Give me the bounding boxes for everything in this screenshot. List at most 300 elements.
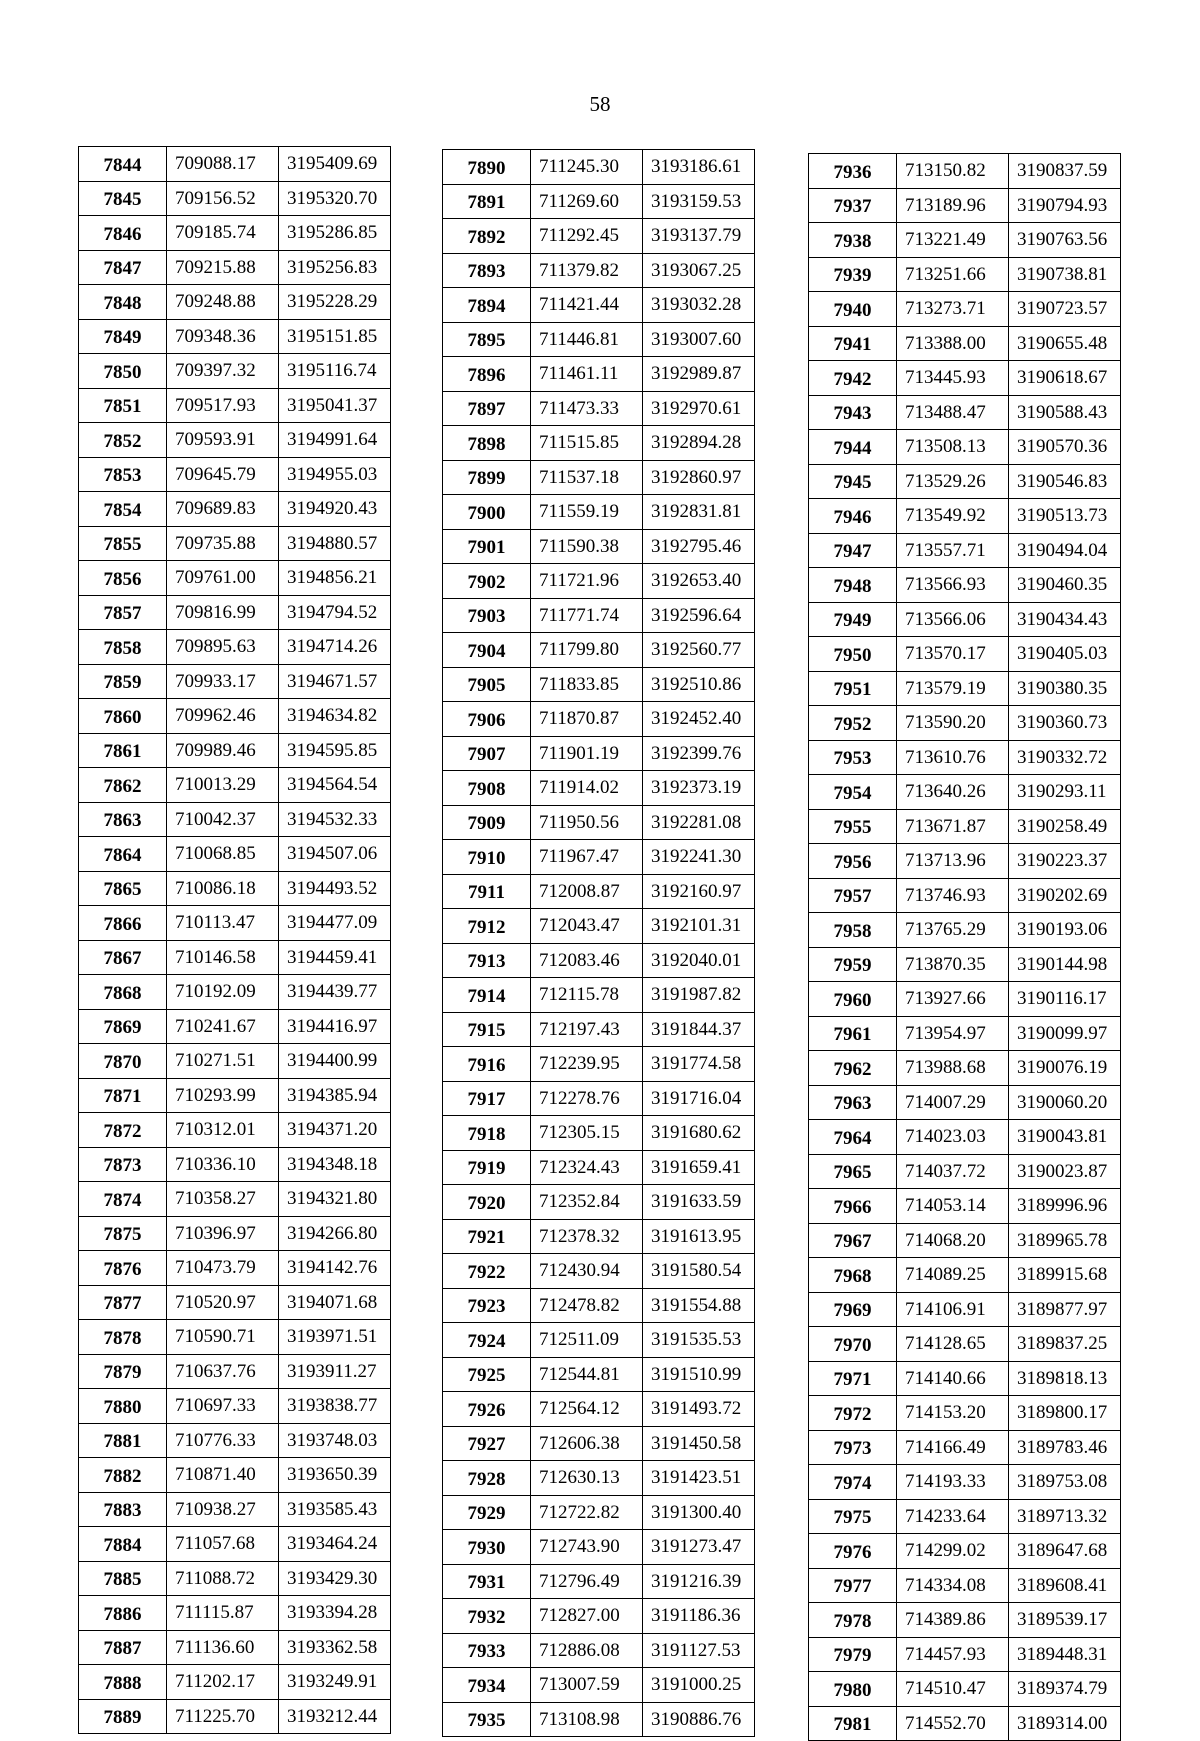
x-coordinate-cell: 711379.82 [531,253,643,288]
y-coordinate-cell: 3190723.57 [1009,292,1121,327]
point-id-cell: 7871 [79,1078,167,1113]
point-id-cell: 7881 [79,1423,167,1458]
table-row [443,253,755,288]
x-coordinate-cell: 711088.72 [167,1561,279,1596]
table-row [443,391,755,426]
point-id-cell: 7954 [809,775,897,810]
y-coordinate-cell: 3194714.26 [279,630,391,665]
table-row [79,1630,391,1665]
point-id-cell: 7912 [443,909,531,944]
y-coordinate-cell: 3192040.01 [643,943,755,978]
x-coordinate-cell: 713189.96 [897,188,1009,223]
point-id-cell: 7970 [809,1327,897,1362]
table-row [809,223,1121,258]
table-row [79,388,391,423]
x-coordinate-cell: 710590.71 [167,1320,279,1355]
y-coordinate-cell: 3191680.62 [643,1116,755,1151]
y-coordinate-cell: 3192510.86 [643,667,755,702]
point-id-cell: 7959 [809,947,897,982]
point-id-cell: 7898 [443,426,531,461]
x-coordinate-cell: 709816.99 [167,595,279,630]
point-id-cell: 7883 [79,1492,167,1527]
x-coordinate-cell: 713640.26 [897,775,1009,810]
x-coordinate-cell: 709962.46 [167,699,279,734]
y-coordinate-cell: 3194507.06 [279,837,391,872]
point-id-cell: 7962 [809,1051,897,1086]
point-id-cell: 7895 [443,322,531,357]
x-coordinate-cell: 714007.29 [897,1085,1009,1120]
y-coordinate-cell: 3189996.96 [1009,1189,1121,1224]
table-row [443,1392,755,1427]
y-coordinate-cell: 3194459.41 [279,940,391,975]
y-coordinate-cell: 3192653.40 [643,564,755,599]
y-coordinate-cell: 3191844.37 [643,1012,755,1047]
x-coordinate-cell: 713954.97 [897,1016,1009,1051]
point-id-cell: 7903 [443,598,531,633]
x-coordinate-cell: 709593.91 [167,423,279,458]
x-coordinate-cell: 712511.09 [531,1323,643,1358]
y-coordinate-cell: 3193032.28 [643,288,755,323]
table-row [443,529,755,564]
table-row [809,1706,1121,1741]
y-coordinate-cell: 3195116.74 [279,354,391,389]
table-row [79,1527,391,1562]
table-row [79,1078,391,1113]
point-id-cell: 7979 [809,1637,897,1672]
y-coordinate-cell: 3192894.28 [643,426,755,461]
y-coordinate-cell: 3190144.98 [1009,947,1121,982]
table-row [443,1116,755,1151]
y-coordinate-cell: 3191300.40 [643,1495,755,1530]
y-coordinate-cell: 3192596.64 [643,598,755,633]
y-coordinate-cell: 3190763.56 [1009,223,1121,258]
point-id-cell: 7974 [809,1465,897,1500]
point-id-cell: 7891 [443,184,531,219]
table-row [443,1426,755,1461]
y-coordinate-cell: 3193249.91 [279,1665,391,1700]
y-coordinate-cell: 3191633.59 [643,1185,755,1220]
table-row [79,940,391,975]
table-row [79,871,391,906]
table-row [79,1423,391,1458]
y-coordinate-cell: 3194142.76 [279,1251,391,1286]
x-coordinate-cell: 711559.19 [531,495,643,530]
point-id-cell: 7847 [79,250,167,285]
y-coordinate-cell: 3193911.27 [279,1354,391,1389]
point-id-cell: 7899 [443,460,531,495]
table-row [809,464,1121,499]
point-id-cell: 7877 [79,1285,167,1320]
x-coordinate-cell: 712544.81 [531,1357,643,1392]
y-coordinate-cell: 3191493.72 [643,1392,755,1427]
table-row [79,1044,391,1079]
x-coordinate-cell: 711136.60 [167,1630,279,1665]
table-row [79,1596,391,1631]
y-coordinate-cell: 3194439.77 [279,975,391,1010]
point-id-cell: 7893 [443,253,531,288]
table-row [79,147,391,182]
y-coordinate-cell: 3193137.79 [643,219,755,254]
table-row [79,1320,391,1355]
table-row [443,1254,755,1289]
table-row [79,1389,391,1424]
x-coordinate-cell: 714053.14 [897,1189,1009,1224]
y-coordinate-cell: 3193748.03 [279,1423,391,1458]
point-id-cell: 7896 [443,357,531,392]
y-coordinate-cell: 3190043.81 [1009,1120,1121,1155]
y-coordinate-cell: 3193650.39 [279,1458,391,1493]
table-row [443,219,755,254]
table-row [443,805,755,840]
point-id-cell: 7947 [809,533,897,568]
table-row [443,1357,755,1392]
table-row [79,457,391,492]
y-coordinate-cell: 3194634.82 [279,699,391,734]
table-row [809,1603,1121,1638]
y-coordinate-cell: 3191774.58 [643,1047,755,1082]
y-coordinate-cell: 3194348.18 [279,1147,391,1182]
point-id-cell: 7973 [809,1430,897,1465]
point-id-cell: 7920 [443,1185,531,1220]
point-id-cell: 7952 [809,706,897,741]
table-row [809,1637,1121,1672]
x-coordinate-cell: 714068.20 [897,1223,1009,1258]
table-row [443,1495,755,1530]
table-row [79,1182,391,1217]
point-id-cell: 7953 [809,740,897,775]
y-coordinate-cell: 3191613.95 [643,1219,755,1254]
x-coordinate-cell: 713590.20 [897,706,1009,741]
table-row [79,526,391,561]
point-id-cell: 7848 [79,285,167,320]
table-row [443,1461,755,1496]
y-coordinate-cell: 3189374.79 [1009,1672,1121,1707]
point-id-cell: 7886 [79,1596,167,1631]
y-coordinate-cell: 3190193.06 [1009,913,1121,948]
y-coordinate-cell: 3189314.00 [1009,1706,1121,1741]
y-coordinate-cell: 3194880.57 [279,526,391,561]
x-coordinate-cell: 711721.96 [531,564,643,599]
y-coordinate-cell: 3194920.43 [279,492,391,527]
point-id-cell: 7904 [443,633,531,668]
x-coordinate-cell: 713746.93 [897,878,1009,913]
y-coordinate-cell: 3194794.52 [279,595,391,630]
x-coordinate-cell: 714552.70 [897,1706,1009,1741]
x-coordinate-cell: 713488.47 [897,395,1009,430]
point-id-cell: 7930 [443,1530,531,1565]
y-coordinate-cell: 3195041.37 [279,388,391,423]
table-row [79,1458,391,1493]
table-row [79,354,391,389]
x-coordinate-cell: 713765.29 [897,913,1009,948]
y-coordinate-cell: 3193067.25 [643,253,755,288]
x-coordinate-cell: 711537.18 [531,460,643,495]
x-coordinate-cell: 713870.35 [897,947,1009,982]
point-id-cell: 7981 [809,1706,897,1741]
table-row [79,768,391,803]
x-coordinate-cell: 711967.47 [531,840,643,875]
table-row [443,495,755,530]
y-coordinate-cell: 3191554.88 [643,1288,755,1323]
x-coordinate-cell: 713108.98 [531,1702,643,1737]
x-coordinate-cell: 714037.72 [897,1154,1009,1189]
table-row [443,1702,755,1737]
x-coordinate-cell: 710013.29 [167,768,279,803]
x-coordinate-cell: 713007.59 [531,1668,643,1703]
x-coordinate-cell: 711473.33 [531,391,643,426]
table-row [443,460,755,495]
x-coordinate-cell: 711269.60 [531,184,643,219]
point-id-cell: 7945 [809,464,897,499]
point-id-cell: 7960 [809,982,897,1017]
table-row [809,1258,1121,1293]
x-coordinate-cell: 712722.82 [531,1495,643,1530]
point-id-cell: 7934 [443,1668,531,1703]
y-coordinate-cell: 3189448.31 [1009,1637,1121,1672]
point-id-cell: 7931 [443,1564,531,1599]
point-id-cell: 7854 [79,492,167,527]
y-coordinate-cell: 3190116.17 [1009,982,1121,1017]
y-coordinate-cell: 3191580.54 [643,1254,755,1289]
point-id-cell: 7909 [443,805,531,840]
table-row [443,633,755,668]
y-coordinate-cell: 3193585.43 [279,1492,391,1527]
y-coordinate-cell: 3191000.25 [643,1668,755,1703]
y-coordinate-cell: 3194991.64 [279,423,391,458]
y-coordinate-cell: 3189800.17 [1009,1396,1121,1431]
table-row [79,1285,391,1320]
x-coordinate-cell: 709517.93 [167,388,279,423]
y-coordinate-cell: 3194493.52 [279,871,391,906]
x-coordinate-cell: 709761.00 [167,561,279,596]
point-id-cell: 7888 [79,1665,167,1700]
point-id-cell: 7913 [443,943,531,978]
point-id-cell: 7911 [443,874,531,909]
point-id-cell: 7844 [79,147,167,182]
x-coordinate-cell: 714193.33 [897,1465,1009,1500]
point-id-cell: 7917 [443,1081,531,1116]
y-coordinate-cell: 3189647.68 [1009,1534,1121,1569]
table-row [443,1564,755,1599]
y-coordinate-cell: 3193394.28 [279,1596,391,1631]
x-coordinate-cell: 710068.85 [167,837,279,872]
x-coordinate-cell: 712043.47 [531,909,643,944]
point-id-cell: 7965 [809,1154,897,1189]
y-coordinate-cell: 3195228.29 [279,285,391,320]
y-coordinate-cell: 3190099.97 [1009,1016,1121,1051]
point-id-cell: 7897 [443,391,531,426]
x-coordinate-cell: 711950.56 [531,805,643,840]
x-coordinate-cell: 711590.38 [531,529,643,564]
x-coordinate-cell: 709248.88 [167,285,279,320]
table-row [443,184,755,219]
x-coordinate-cell: 710336.10 [167,1147,279,1182]
y-coordinate-cell: 3190360.73 [1009,706,1121,741]
table-row [443,943,755,978]
x-coordinate-cell: 711901.19 [531,736,643,771]
y-coordinate-cell: 3193464.24 [279,1527,391,1562]
x-coordinate-cell: 709645.79 [167,457,279,492]
table-row [79,1665,391,1700]
y-coordinate-cell: 3190293.11 [1009,775,1121,810]
y-coordinate-cell: 3191127.53 [643,1633,755,1668]
x-coordinate-cell: 712630.13 [531,1461,643,1496]
table-row [79,906,391,941]
y-coordinate-cell: 3194385.94 [279,1078,391,1113]
x-coordinate-cell: 713671.87 [897,809,1009,844]
x-coordinate-cell: 712743.90 [531,1530,643,1565]
x-coordinate-cell: 714299.02 [897,1534,1009,1569]
x-coordinate-cell: 711245.30 [531,150,643,185]
x-coordinate-cell: 709215.88 [167,250,279,285]
x-coordinate-cell: 710473.79 [167,1251,279,1286]
y-coordinate-cell: 3195320.70 [279,181,391,216]
y-coordinate-cell: 3192241.30 [643,840,755,875]
y-coordinate-cell: 3192452.40 [643,702,755,737]
table-row [809,1154,1121,1189]
table-row [79,423,391,458]
y-coordinate-cell: 3192795.46 [643,529,755,564]
table-row [79,1354,391,1389]
table-row [443,1633,755,1668]
x-coordinate-cell: 710396.97 [167,1216,279,1251]
point-id-cell: 7908 [443,771,531,806]
y-coordinate-cell: 3192860.97 [643,460,755,495]
x-coordinate-cell: 712478.82 [531,1288,643,1323]
x-coordinate-cell: 713508.13 [897,430,1009,465]
y-coordinate-cell: 3190405.03 [1009,637,1121,672]
table-row [809,395,1121,430]
point-id-cell: 7859 [79,664,167,699]
point-id-cell: 7860 [79,699,167,734]
point-id-cell: 7880 [79,1389,167,1424]
point-id-cell: 7868 [79,975,167,1010]
coordinate-table-1 [78,146,391,1734]
table-row [809,1085,1121,1120]
table-row [443,1012,755,1047]
table-row [809,1499,1121,1534]
point-id-cell: 7875 [79,1216,167,1251]
table-row [809,568,1121,603]
x-coordinate-cell: 714128.65 [897,1327,1009,1362]
point-id-cell: 7878 [79,1320,167,1355]
y-coordinate-cell: 3190588.43 [1009,395,1121,430]
table-row [443,736,755,771]
table-row [443,150,755,185]
y-coordinate-cell: 3190258.49 [1009,809,1121,844]
y-coordinate-cell: 3193212.44 [279,1699,391,1734]
point-id-cell: 7967 [809,1223,897,1258]
table-row [809,1568,1121,1603]
point-id-cell: 7968 [809,1258,897,1293]
x-coordinate-cell: 710271.51 [167,1044,279,1079]
point-id-cell: 7958 [809,913,897,948]
y-coordinate-cell: 3190570.36 [1009,430,1121,465]
x-coordinate-cell: 714233.64 [897,1499,1009,1534]
x-coordinate-cell: 712796.49 [531,1564,643,1599]
table-row [79,216,391,251]
x-coordinate-cell: 711461.11 [531,357,643,392]
table-row [809,154,1121,189]
y-coordinate-cell: 3190655.48 [1009,326,1121,361]
y-coordinate-cell: 3190886.76 [643,1702,755,1737]
x-coordinate-cell: 710113.47 [167,906,279,941]
y-coordinate-cell: 3191659.41 [643,1150,755,1185]
x-coordinate-cell: 714334.08 [897,1568,1009,1603]
point-id-cell: 7933 [443,1633,531,1668]
x-coordinate-cell: 713273.71 [897,292,1009,327]
point-id-cell: 7944 [809,430,897,465]
table-row [79,837,391,872]
table-row [79,1492,391,1527]
point-id-cell: 7966 [809,1189,897,1224]
point-id-cell: 7869 [79,1009,167,1044]
x-coordinate-cell: 710697.33 [167,1389,279,1424]
x-coordinate-cell: 711292.45 [531,219,643,254]
x-coordinate-cell: 709156.52 [167,181,279,216]
x-coordinate-cell: 710776.33 [167,1423,279,1458]
point-id-cell: 7928 [443,1461,531,1496]
x-coordinate-cell: 710086.18 [167,871,279,906]
y-coordinate-cell: 3189539.17 [1009,1603,1121,1638]
table-row [79,492,391,527]
x-coordinate-cell: 713221.49 [897,223,1009,258]
x-coordinate-cell: 712886.08 [531,1633,643,1668]
table-row [443,978,755,1013]
point-id-cell: 7935 [443,1702,531,1737]
x-coordinate-cell: 711771.74 [531,598,643,633]
table-row [443,667,755,702]
y-coordinate-cell: 3191987.82 [643,978,755,1013]
point-id-cell: 7853 [79,457,167,492]
point-id-cell: 7885 [79,1561,167,1596]
x-coordinate-cell: 711446.81 [531,322,643,357]
x-coordinate-cell: 709989.46 [167,733,279,768]
y-coordinate-cell: 3192989.87 [643,357,755,392]
y-coordinate-cell: 3189608.41 [1009,1568,1121,1603]
x-coordinate-cell: 713150.82 [897,154,1009,189]
x-coordinate-cell: 709185.74 [167,216,279,251]
y-coordinate-cell: 3193429.30 [279,1561,391,1596]
table-row [809,740,1121,775]
x-coordinate-cell: 713566.06 [897,602,1009,637]
table-row [443,1288,755,1323]
table-row [809,257,1121,292]
y-coordinate-cell: 3193186.61 [643,150,755,185]
point-id-cell: 7932 [443,1599,531,1634]
y-coordinate-cell: 3189915.68 [1009,1258,1121,1293]
point-id-cell: 7852 [79,423,167,458]
x-coordinate-cell: 712378.32 [531,1219,643,1254]
x-coordinate-cell: 713570.17 [897,637,1009,672]
y-coordinate-cell: 3191216.39 [643,1564,755,1599]
table-row [809,1223,1121,1258]
table-row [809,1292,1121,1327]
table-row [443,1599,755,1634]
point-id-cell: 7910 [443,840,531,875]
y-coordinate-cell: 3190434.43 [1009,602,1121,637]
x-coordinate-cell: 711914.02 [531,771,643,806]
y-coordinate-cell: 3191186.36 [643,1599,755,1634]
x-coordinate-cell: 714023.03 [897,1120,1009,1155]
point-id-cell: 7940 [809,292,897,327]
point-id-cell: 7972 [809,1396,897,1431]
y-coordinate-cell: 3190060.20 [1009,1085,1121,1120]
point-id-cell: 7906 [443,702,531,737]
y-coordinate-cell: 3194400.99 [279,1044,391,1079]
point-id-cell: 7858 [79,630,167,665]
x-coordinate-cell: 712197.43 [531,1012,643,1047]
